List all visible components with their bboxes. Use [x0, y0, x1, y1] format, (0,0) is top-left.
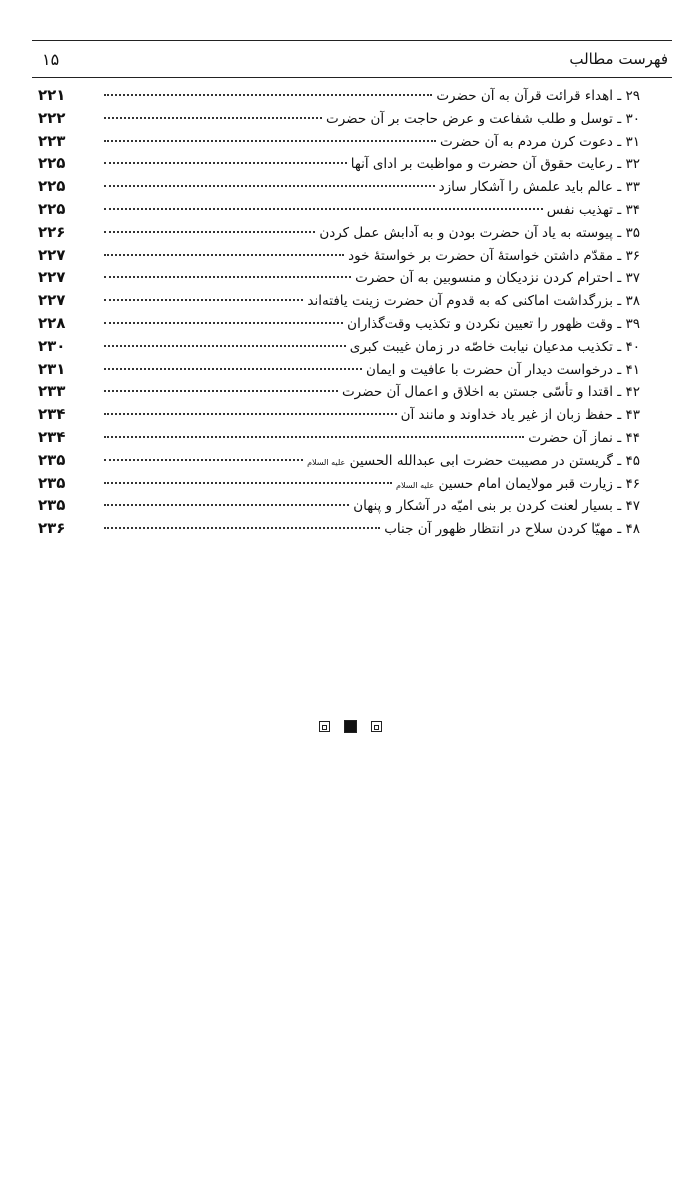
toc-entry[interactable]	[38, 405, 640, 428]
toc-entry-title: ۳۲ ـ رعایت حقوق آن حضرت و مواظبت بر ادای آنها	[350, 156, 640, 173]
running-title: فهرست مطالب	[569, 50, 668, 68]
toc-entry-title: ۳۷ ـ احترام کردن نزدیکان و منسوبین به آن حضرت	[355, 270, 640, 287]
toc-entry[interactable]	[38, 314, 640, 337]
toc-entry[interactable]	[38, 360, 640, 383]
dot-leader	[104, 140, 436, 142]
honorific: علیه السلام	[307, 457, 346, 467]
toc-entry[interactable]	[38, 337, 640, 360]
dot-leader	[104, 368, 362, 370]
toc-entry-page: ۲۲۶	[38, 222, 66, 241]
toc-entry-page: ۲۲۷	[38, 268, 66, 287]
toc-entry[interactable]	[38, 86, 640, 109]
toc-entry-page: ۲۲۲	[38, 108, 66, 127]
toc-entry[interactable]	[38, 154, 640, 177]
dot-leader	[104, 162, 347, 164]
toc-entry-page: ۲۳۶	[38, 519, 66, 538]
dot-leader	[104, 436, 524, 438]
toc-entry-title: ۲۹ ـ اهداء قرائت قرآن به آن حضرت	[436, 88, 640, 104]
toc-entry[interactable]	[38, 382, 640, 405]
dot-leader	[104, 345, 346, 347]
toc-entry-title: ۳۳ ـ عالم باید علمش را آشکار سازد	[438, 179, 640, 196]
ornament-filled-square-icon	[344, 720, 357, 733]
dot-leader	[104, 482, 392, 484]
toc-entry-page: ۲۲۷	[38, 245, 66, 264]
toc-entry[interactable]	[38, 223, 640, 246]
running-header	[32, 40, 672, 78]
toc-entry-title: ۳۸ ـ بزرگداشت اماکنی که به قدوم آن حضرت زینت یافته‌اند	[307, 293, 640, 310]
toc-entry[interactable]	[38, 519, 640, 542]
dot-leader	[104, 254, 344, 256]
dot-leader	[104, 231, 315, 233]
toc-entry-page: ۲۲۵	[38, 154, 66, 173]
page-number: ۱۵	[42, 49, 60, 69]
toc-entry-page: ۲۳۵	[38, 496, 66, 515]
ornament-square-icon	[319, 721, 330, 732]
toc-entry-page: ۲۳۴	[38, 427, 66, 446]
toc-entry-title: ۴۵ ـ گریستن در مصیبت حضرت ابی عبدالله الحسین علیه السلام	[307, 452, 640, 469]
toc-entry-title: ۴۶ ـ زیارت قبر مولایمان امام حسین علیه السلام	[396, 475, 640, 492]
honorific: علیه السلام	[396, 480, 435, 490]
dot-leader	[104, 94, 432, 96]
toc-entry-page: ۲۳۳	[38, 382, 66, 401]
toc-entry-page: ۲۳۵	[38, 473, 66, 492]
dot-leader	[104, 390, 338, 392]
toc-entry-page: ۲۳۴	[38, 405, 66, 424]
toc-entry[interactable]	[38, 428, 640, 451]
toc-entry[interactable]	[38, 200, 640, 223]
toc-entry[interactable]	[38, 496, 640, 519]
toc-entry[interactable]	[38, 474, 640, 497]
toc-entry-page: ۲۳۰	[38, 336, 66, 355]
dot-leader	[104, 117, 322, 119]
table-of-contents	[38, 86, 640, 542]
toc-entry-title: ۴۰ ـ تکذیب مدعیان نیابت خاصّه در زمان غیبت کبری	[349, 338, 640, 355]
toc-entry-title: ۳۵ ـ پیوسته به یاد آن حضرت بودن و به آدابش عمل کردن	[319, 224, 640, 241]
toc-entry[interactable]	[38, 177, 640, 200]
toc-entry[interactable]	[38, 109, 640, 132]
toc-entry-title: ۴۸ ـ مهیّا کردن سلاح در انتظار ظهور آن جناب	[384, 521, 640, 538]
toc-entry-title: ۳۱ ـ دعوت کرن مردم به آن حضرت	[440, 133, 640, 150]
toc-entry[interactable]	[38, 451, 640, 474]
toc-entry[interactable]	[38, 291, 640, 314]
toc-entry-title: ۳۹ ـ وقت ظهور را تعیین نکردن و تکذیب وقت‌گذاران	[347, 315, 640, 332]
dot-leader	[104, 185, 435, 187]
dot-leader	[104, 299, 303, 301]
toc-entry[interactable]	[38, 268, 640, 291]
toc-entry-page: ۲۲۵	[38, 177, 66, 196]
dot-leader	[104, 504, 349, 506]
section-end-ornament	[0, 720, 700, 733]
toc-entry[interactable]	[38, 246, 640, 269]
dot-leader	[104, 208, 543, 210]
toc-entry-title: ۳۴ ـ تهذیب نفس	[546, 201, 640, 218]
toc-entry-title: ۴۷ ـ بسیار لعنت کردن بر بنی امیّه در آشکار و پنهان	[353, 498, 640, 515]
dot-leader	[104, 276, 351, 278]
dot-leader	[104, 322, 343, 324]
toc-entry-title: ۳۶ ـ مقدّم داشتن خواستهٔ آن حضرت بر خواستهٔ خود	[348, 247, 640, 264]
toc-entry-title: ۴۳ ـ حفظ زبان از غیر یاد خداوند و مانند آن	[400, 407, 640, 424]
toc-entry-page: ۲۳۱	[38, 359, 66, 378]
toc-entry[interactable]	[38, 132, 640, 155]
ornament-square-icon	[371, 721, 382, 732]
toc-entry-page: ۲۲۳	[38, 131, 66, 150]
toc-entry-page: ۲۲۷	[38, 291, 66, 310]
toc-entry-title: ۳۰ ـ توسل و طلب شفاعت و عرض حاجت بر آن حضرت	[326, 110, 640, 127]
toc-entry-page: ۲۳۵	[38, 450, 66, 469]
dot-leader	[104, 413, 397, 415]
dot-leader	[104, 459, 303, 461]
toc-entry-page: ۲۲۱	[38, 86, 66, 104]
toc-entry-page: ۲۲۸	[38, 313, 66, 332]
toc-entry-page: ۲۲۵	[38, 199, 66, 218]
toc-entry-title: ۴۱ ـ درخواست دیدار آن حضرت با عافیت و ایمان	[366, 361, 640, 378]
dot-leader	[104, 527, 380, 529]
toc-entry-title: ۴۲ ـ اقتدا و تأسّی جستن به اخلاق و اعمال آن حضرت	[341, 384, 640, 401]
toc-entry-title: ۴۴ ـ نماز آن حضرت	[528, 429, 640, 446]
